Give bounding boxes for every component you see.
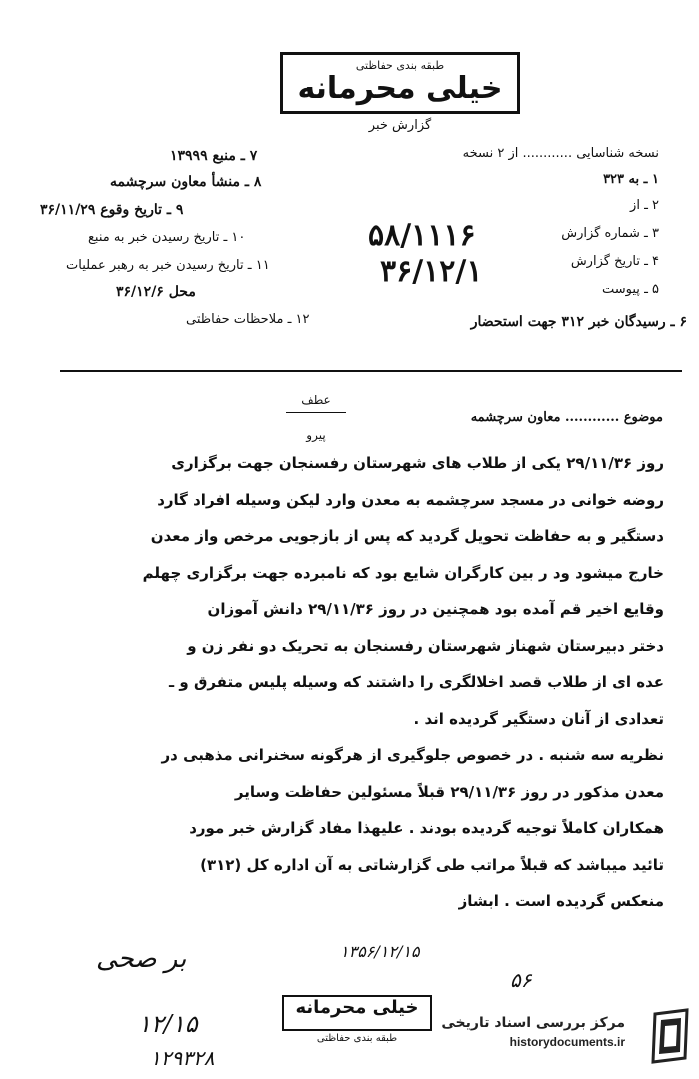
body-line-3: دستگیر و به حفاظت تحویل گردید که پس از بازجویی مرخص واز معدن: [150, 527, 664, 545]
header-row-4: ۴ ـ تاریخ گزارش: [570, 254, 659, 269]
body-line-4: خارج میشود ود ر بین کارگران شایع بود که نامبرده جهت برگزاری چهلم: [142, 563, 664, 582]
watermark-persian: مرکز بررسی اسناد تاریخی: [441, 1015, 625, 1031]
watermark: [377, 1015, 677, 1049]
handwritten-report-number: ۵۸/۱۱۱۶: [368, 218, 476, 253]
body-line-12: تائید میباشد که قبلاً مراتب طی گزارشاتی به آن اداره کل (۳۱۲): [200, 855, 664, 874]
header-row-10: ۱۰ ـ تاریخ رسیدن خبر به منبع: [88, 230, 246, 245]
archive-logo-icon: [647, 1008, 693, 1064]
handwritten-code: ۱۲۹۳۲۸: [150, 1046, 215, 1070]
stamp-subtitle: طبقه بندی حفاظتی: [355, 59, 445, 72]
handwritten-mark: ۵۶: [510, 968, 532, 992]
body-line-11: همکاران کاملاً توجیه گردیده بودند . علیهذا مفاد گزارش خبر مورد: [189, 819, 664, 837]
body-line-8: تعدادی از آنان دستگیر گردیده اند .: [413, 709, 664, 728]
stamp-classification: خیلی محرمانه: [297, 71, 503, 106]
bottom-stamp-subtitle: طبقه بندی حفاظتی: [316, 1033, 398, 1044]
header-row-place: محل ۳۶/۱۲/۶: [116, 284, 196, 300]
header-row-1: ۱ ـ به ۳۲۳: [603, 172, 659, 187]
header-row-3: ۳ ـ شماره گزارش: [561, 226, 659, 241]
body-line-6: دختر دبیرستان شهناز شهرستان رفسنجان به تحریک دو نفر زن و: [187, 636, 664, 655]
header-row-11: ۱۱ ـ تاریخ رسیدن خبر به رهبر عملیات: [66, 258, 270, 273]
body-line-1: روز ۲۹/۱۱/۳۶ یکی از طلاب های شهرستان رفسنجان جهت برگزاری: [171, 454, 664, 472]
handwritten-date: ۱۳۵۶/۱۲/۱۵: [340, 942, 420, 961]
bottom-classification-stamp: خیلی محرمانه: [282, 995, 432, 1031]
body-line-10: معدن مذکور در روز ۲۹/۱۱/۳۶ قبلاً مسئولین حفاظت وسایر: [234, 782, 664, 801]
report-title: گزارش خبر: [368, 118, 432, 133]
body-line-9: نظریه سه شنبه . در خصوص جلوگیری از هرگونه سخنرانی مذهبی در: [161, 746, 664, 764]
reference-divider: [286, 412, 346, 413]
body-line-7: عده ای از طلاب قصد اخلالگری را داشتند که وسیله پلیس متفرق و ـ: [169, 673, 664, 691]
classification-stamp: [280, 52, 520, 114]
header-row-6: ۶ ـ رسیدگان خبر ۳۱۲ جهت استحضار: [470, 314, 687, 330]
body-line-2: روضه خوانی در مسجد سرچشمه به معدن وارد لیکن وسیله افراد گارد: [157, 490, 664, 509]
subject-line: موضوع ............ معاون سرچشمه: [470, 410, 663, 425]
header-divider: [60, 370, 682, 372]
handwritten-margin-note: ۱۲/۱۵: [138, 1010, 198, 1038]
copy-line: نسخه شناسایی ............ از ۲ نسخه: [462, 146, 659, 161]
header-row-9: ۹ ـ تاریخ وقوع ۳۶/۱۱/۲۹: [40, 202, 184, 218]
header-row-12: ۱۲ ـ ملاحظات حفاظتی: [186, 312, 310, 327]
header-row-2: ۲ ـ از: [630, 198, 659, 213]
body-line-5: وقایع اخیر قم آمده بود همچنین در روز ۲۹/۱۱/۳۶ دانش آموزان: [207, 600, 664, 618]
body-line-13: منعکس گردیده است . ابشاز: [458, 892, 664, 910]
header-row-7: ۷ ـ منبع ۱۳۹۹۹: [170, 148, 258, 164]
header-row-8: ۸ ـ منشأ معاون سرچشمه: [110, 174, 262, 190]
reference-atf: عطف: [301, 393, 331, 407]
handwritten-report-date: ۳۶/۱۲/۱: [380, 254, 483, 289]
reference-peyro: پیرو: [306, 428, 326, 442]
report-body: [18, 445, 664, 920]
watermark-url: historydocuments.ir: [509, 1035, 625, 1049]
header-row-5: ۵ ـ پیوست: [602, 282, 659, 297]
handwritten-signature: بر صحی: [96, 944, 187, 974]
